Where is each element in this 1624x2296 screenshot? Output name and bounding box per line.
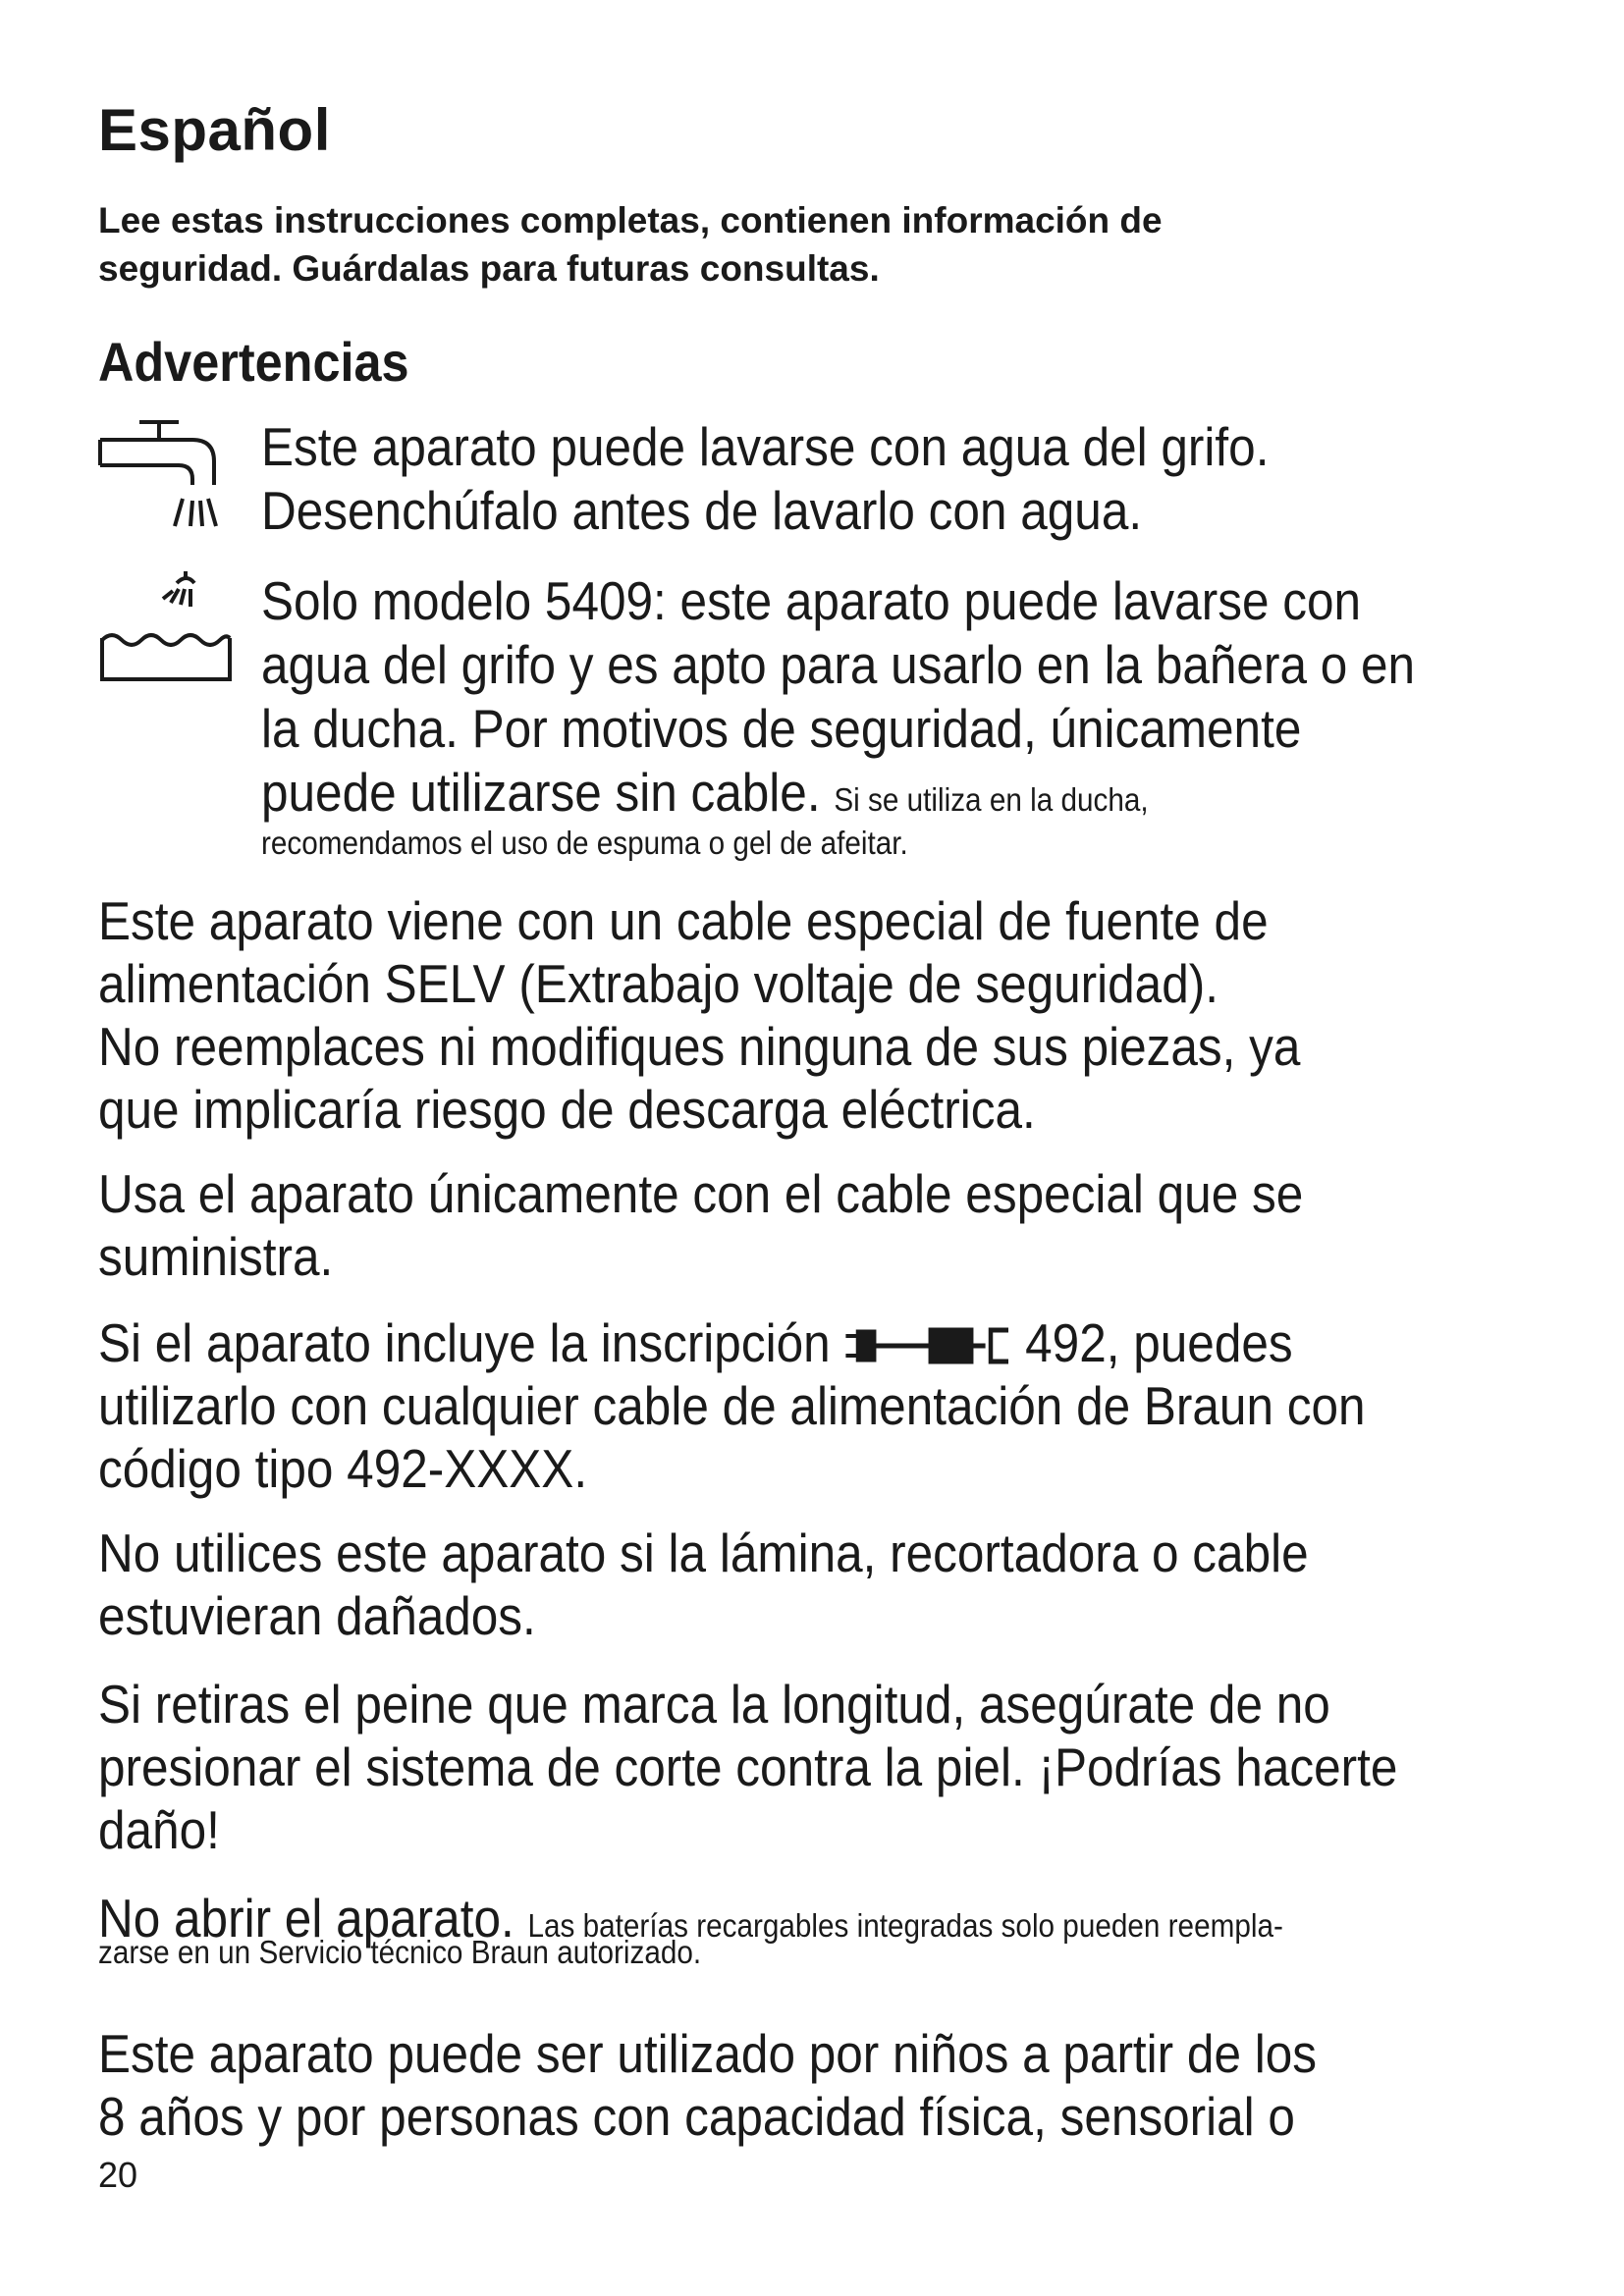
text-line: que implicaría riesgo de descarga eléctrica. <box>98 1079 1036 1140</box>
text-line <box>261 761 1419 825</box>
page-number: 20 <box>98 2155 138 2195</box>
text-line: presionar el sistema de corte contra la piel. ¡Podrías hacerte <box>98 1736 1398 1797</box>
text-line: No utilices este aparato si la lámina, recortadora o cable <box>98 1522 1309 1583</box>
text-part: 492, puedes <box>1025 1312 1293 1373</box>
text-line: Usa el aparato únicamente con el cable especial que se <box>98 1163 1304 1224</box>
text-line: alimentación SELV (Extrabajo voltaje de seguridad). <box>98 953 1218 1014</box>
text-line: suministra. <box>98 1226 334 1287</box>
text-small: Si se utiliza en la ducha, <box>834 781 1149 818</box>
text-line: Este aparato viene con un cable especial de fuente de <box>98 890 1269 951</box>
text-small-line: zarse en un Servicio técnico Braun autorizado. <box>98 1934 702 1970</box>
text-line: Desenchúfalo antes de lavarlo con agua. <box>261 480 1143 541</box>
text-line: No reemplaces ni modifiques ninguna de sus piezas, ya <box>98 1016 1301 1077</box>
text-line: estuvieran dañados. <box>98 1585 536 1646</box>
text-line: Este aparato puede lavarse con agua del grifo. <box>261 416 1270 477</box>
shower-bath-icon <box>98 569 236 687</box>
text-part: Si el aparato incluye la inscripción <box>98 1312 831 1373</box>
text-line: la ducha. Por motivos de seguridad, únicamente <box>261 698 1302 759</box>
text-line: daño! <box>98 1799 220 1860</box>
text-line: Este aparato puede ser utilizado por niños a partir de los <box>98 2023 1318 2084</box>
plug-cord-icon <box>843 1322 1011 1371</box>
paragraph-comb <box>98 1673 1547 1861</box>
paragraph-492 <box>98 1311 1547 1500</box>
warning-bath-text <box>261 569 1419 862</box>
section-title-warnings: Advertencias <box>98 331 409 393</box>
intro-notice <box>98 196 1473 293</box>
language-title: Español <box>98 97 331 163</box>
text-small-line: recomendamos el uso de espuma o gel de afeitar. <box>261 825 908 861</box>
paragraph-selv <box>98 889 1547 1141</box>
text-line: agua del grifo y es apto para usarlo en la bañera o en <box>261 634 1416 695</box>
paragraph-damaged <box>98 1522 1547 1647</box>
text-line: utilizarlo con cualquier cable de alimentación de Braun con <box>98 1375 1366 1436</box>
text-line: 8 años y por personas con capacidad física, sensorial o <box>98 2086 1295 2147</box>
paragraph-open <box>98 1887 1547 1971</box>
text-main: No abrir el aparato. <box>98 1888 514 1949</box>
text-line: Si retiras el peine que marca la longitud, asegúrate de no <box>98 1674 1330 1735</box>
text-main: puede utilizarse sin cable. <box>261 762 821 823</box>
text-small: Las baterías recargables integradas solo pueden reempla- <box>527 1907 1283 1944</box>
paragraph-cable <box>98 1162 1547 1288</box>
text-line <box>98 1311 1547 1374</box>
text-line: código tipo 492-XXXX. <box>98 1438 588 1499</box>
tap-water-icon <box>98 410 236 538</box>
warning-bath <box>98 569 1551 883</box>
intro-line: Lee estas instrucciones completas, contienen información de <box>98 200 1163 240</box>
warning-washable <box>98 410 1551 548</box>
text-line: Solo modelo 5409: este aparato puede lavarse con <box>261 570 1362 631</box>
intro-line: seguridad. Guárdalas para futuras consultas. <box>98 248 880 289</box>
warning-washable-text <box>261 415 1419 543</box>
paragraph-children <box>98 2022 1547 2148</box>
